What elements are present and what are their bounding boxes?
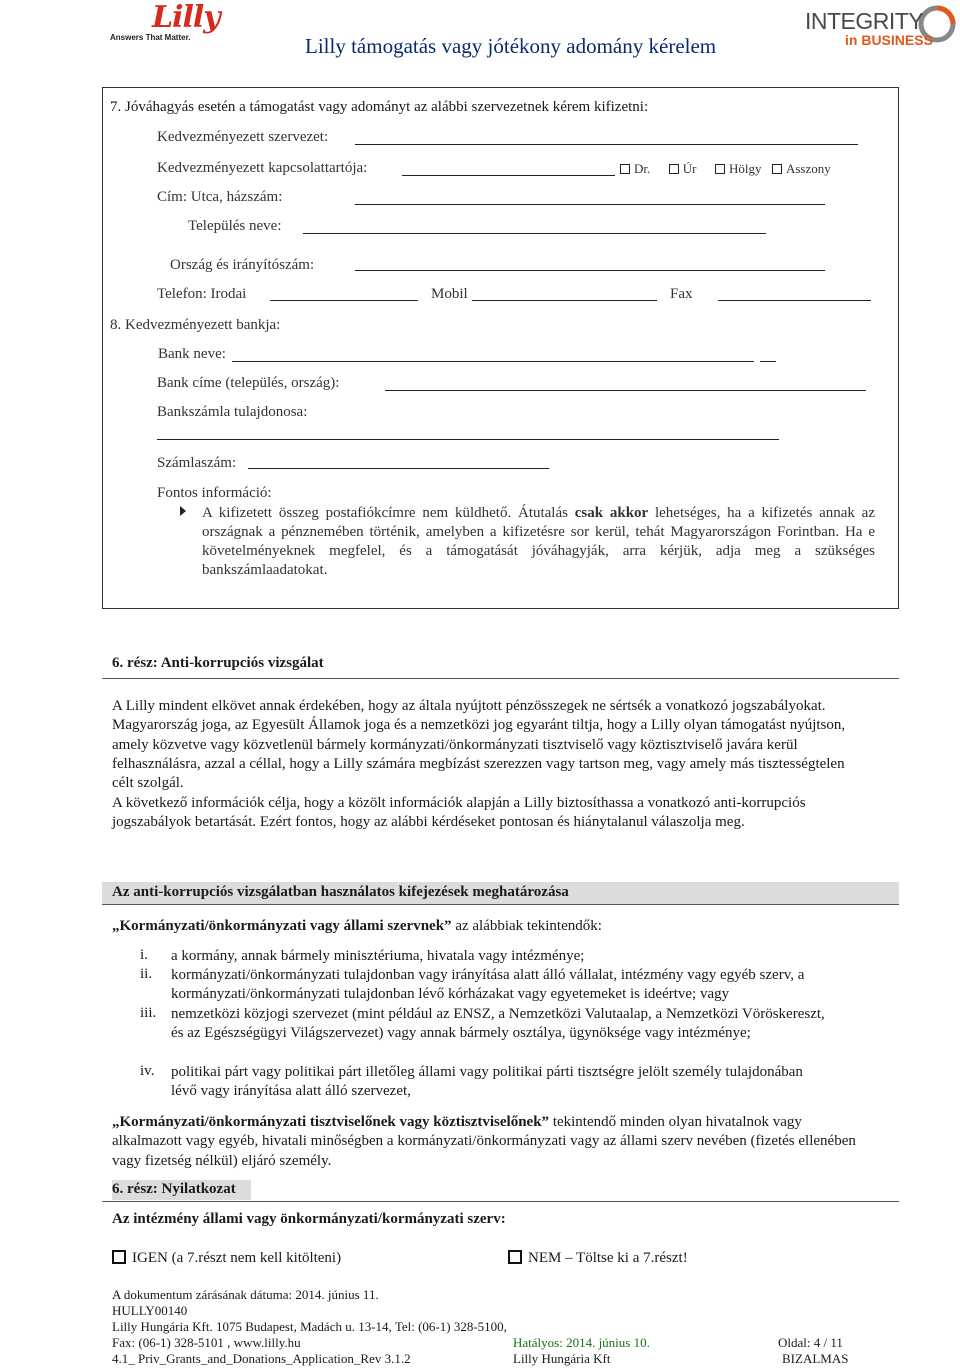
definitions-heading-rule — [102, 904, 899, 905]
part6-paragraph-1: A Lilly mindent elkövet annak érdekében, hogy az általa nyújtott pénzösszegek ne sértsék a vonatkozó jogszabályokat. Magyarország joga, az Egyesült Államok joga és a nemzetközi jog egyaránt tiltja, hogy a Lilly olyan támogatást nyújtson, amely közvetve vagy közvetlenül bármely kormányzati/önkormányzati tisztviselő vagy köztisztviselő javára kerül felhasználásra, azzal a céllal, hogy a Lilly számára megbízást szerezzen vagy tartson meg, vagy amely más tisztességtelen célt szolgál. — [112, 698, 846, 792]
bank-note: A kifizetett összeg postafiókcímre nem küldhető. Átutalás csak akkor lehetséges, ha a kifizetés annak az országnak a pénznemében történik, amelyben a kifizetésre sor kerül, tehát Magyarországon Forintban. Ha e követelményeknek megfelel, és a támogatását jóváhagyják, arra kérjük, adja meg a szükséges bankszámlaadatokat. — [202, 505, 875, 578]
yes-checkbox[interactable] — [112, 1250, 126, 1264]
footer-filename: 4.1_ Priv_Grants_and_Donations_Application_Rev 3.1.2 — [112, 1351, 411, 1366]
bank-address-label: Bank címe (település, ország): — [157, 375, 340, 391]
country-zip-field[interactable] — [355, 270, 825, 271]
city-label: Település neve: — [188, 218, 282, 234]
part6-paragraph-2: A következő információk célja, hogy a közölt információk alapján a Lilly biztosíthassa a vonatkozó anti-korrupciós jogszabályok betartását. Ezért fontos, hogy az alábbi kérdéseket pontosan és hiánytalanul válaszolja meg. — [112, 795, 806, 831]
definition-item-text: politikai párt vagy politikai párt illetőleg állami vagy politikai párti tisztségre jelölt személy tulajdonában lévő vagy irányítása alatt álló szervezet, — [171, 1064, 803, 1100]
contact-field[interactable] — [402, 175, 615, 176]
footer-page-number: Oldal: 4 / 11 — [778, 1335, 843, 1350]
section7-heading: 7. Jóváhagyás esetén a támogatást vagy adományt az alábbi szervezetnek kérem kifizetni: — [110, 99, 649, 115]
bullet-arrow-icon — [180, 506, 186, 516]
definition-item-text: nemzetközi közjogi szervezet (mint például az ENSZ, a Nemzetközi Valutaalap, a Nemzetközi Vöröskereszt, és az Egészségügyi Világszervezet) vagy annak bármely osztálya, ügynöksége vagy intézménye; — [171, 1006, 825, 1042]
beneficiary-org-label: Kedvezményezett szervezet: — [157, 129, 329, 145]
declaration-heading: 6. rész: Nyilatkozat — [112, 1181, 236, 1197]
title-ur-checkbox[interactable]: Úr — [669, 161, 697, 176]
contact-label: Kedvezményezett kapcsolattartója: — [157, 160, 368, 176]
definition-item-num: iii. — [140, 1005, 157, 1021]
account-holder-label: Bankszámla tulajdonosa: — [157, 404, 308, 420]
bank-name-field-extra — [760, 361, 776, 362]
footer-effective-date: Hatályos: 2014. június 10. — [513, 1335, 650, 1350]
integrity-logo — [805, 4, 960, 56]
definition-item-num: ii. — [140, 966, 153, 982]
page-title: Lilly támogatás vagy jótékony adomány kérelem — [305, 34, 717, 58]
lilly-tagline: Answers That Matter. — [110, 33, 191, 42]
address-label: Cím: Utca, házszám: — [157, 189, 283, 205]
account-number-field[interactable] — [248, 468, 549, 469]
footer-address: Lilly Hungária Kft. 1075 Budapest, Madách u. 13-14, Tel: (06-1) 328-5100, — [112, 1319, 507, 1334]
no-checkbox[interactable] — [508, 1250, 522, 1264]
footer-doc-id: HULLY00140 — [112, 1303, 188, 1318]
bank-address-field[interactable] — [385, 390, 866, 391]
title-dr-checkbox[interactable]: Dr. — [620, 161, 650, 176]
title-holgy-checkbox[interactable]: Hölgy — [715, 161, 762, 176]
lilly-logo — [108, 2, 218, 44]
bank-name-field[interactable] — [232, 361, 754, 362]
section8-heading: 8. Kedvezményezett bankja: — [110, 317, 281, 333]
mobile-label: Mobil — [431, 286, 468, 302]
important-label: Fontos információ: — [157, 485, 272, 501]
fax-label: Fax — [670, 286, 693, 302]
bank-name-label: Bank neve: — [158, 346, 226, 362]
part6-heading: 6. rész: Anti-korrupciós vizsgálat — [112, 655, 324, 671]
definition-item-text: kormányzati/önkormányzati tulajdonban vagy irányítása alatt álló vállalat, intézmény vagy egyéb szerv, a kormányzati/önkormányzati tulajdonban lévő kórházakat vagy egyetemeket is ideértve; vagy — [171, 967, 805, 1003]
title-asszony-checkbox[interactable]: Asszony — [772, 161, 831, 176]
city-field[interactable] — [303, 233, 766, 234]
country-zip-label: Ország és irányítószám: — [170, 257, 315, 273]
mobile-field[interactable] — [472, 300, 657, 301]
gov-body-definition: „Kormányzati/önkormányzati vagy állami szervnek” az alábbiak tekintendők: — [112, 918, 602, 934]
address-field[interactable] — [355, 204, 825, 205]
definition-item-num: i. — [140, 947, 148, 963]
footer-fax-web: Fax: (06-1) 328-5101 , www.lilly.hu — [112, 1335, 301, 1350]
declaration-heading-rule — [102, 1201, 899, 1202]
definitions-heading: Az anti-korrupciós vizsgálatban használatos kifejezések meghatározása — [112, 884, 569, 900]
integrity-logo-main: INTEGRITY — [805, 8, 924, 34]
footer-company: Lilly Hungária Kft — [513, 1351, 611, 1366]
definition-item-text: a kormány, annak bármely minisztériuma, hivatala vagy intézménye; — [171, 948, 585, 964]
footer-closing-date: A dokumentum zárásának dátuma: 2014. június 11. — [112, 1287, 379, 1302]
no-option[interactable]: NEM – Töltse ki a 7.részt! — [508, 1250, 688, 1267]
footer-confidential: BIZALMAS — [782, 1351, 849, 1366]
fax-field[interactable] — [718, 300, 871, 301]
account-holder-field[interactable] — [157, 439, 779, 440]
phone-office-label: Telefon: Irodai — [157, 286, 247, 302]
definition-item-num: iv. — [140, 1063, 155, 1079]
lilly-logo-text: Lilly — [152, 0, 220, 35]
phone-office-field[interactable] — [270, 300, 418, 301]
integrity-logo-sub: in BUSINESS — [845, 32, 933, 48]
declaration-question: Az intézmény állami vagy önkormányzati/kormányzati szerv: — [112, 1211, 506, 1227]
title-options — [620, 161, 831, 177]
yes-option[interactable]: IGEN (a 7.részt nem kell kitölteni) — [112, 1250, 341, 1267]
beneficiary-org-field[interactable] — [355, 144, 858, 145]
official-definition: „Kormányzati/önkormányzati tisztviselőnek vagy köztisztviselőnek” tekintendő minden olyan hivatalnok vagy alkalmazott vagy egyéb, hivatali minőségben a kormányzati/önkormányzati vagy az állami szerv nevében (fizetés ellenében vagy fizetség nélkül) eljáró személy. — [112, 1114, 856, 1169]
part6-heading-rule — [102, 678, 899, 679]
account-number-label: Számlaszám: — [157, 455, 237, 471]
